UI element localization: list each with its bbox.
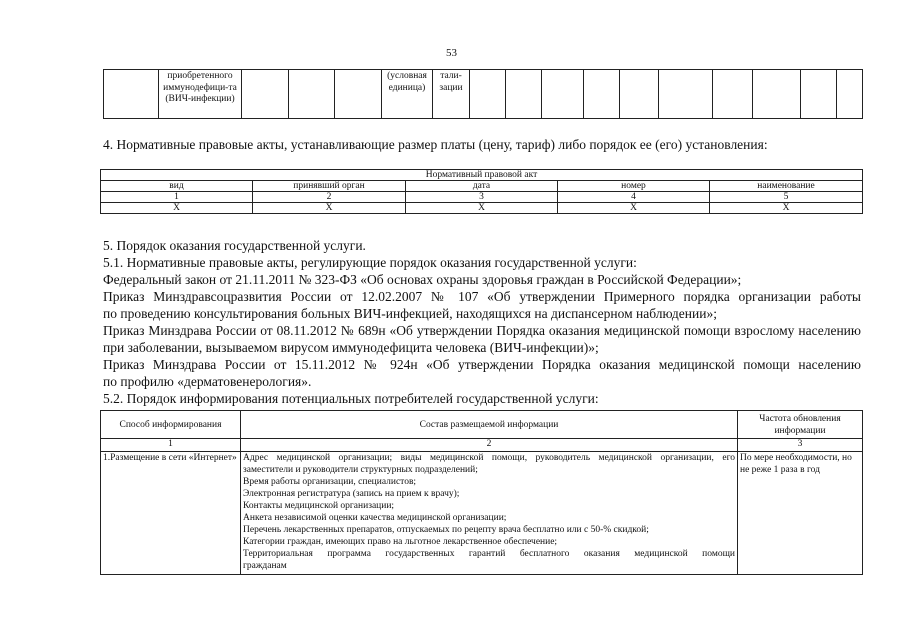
table-row xyxy=(101,203,863,214)
table-cell xyxy=(753,70,801,119)
table-cell: Х xyxy=(101,203,253,214)
content-line: Территориальная программа государственных гарантий бесплатного оказания медицинской помощи xyxy=(243,549,735,559)
column-header: дата xyxy=(406,181,558,192)
content-line: Анкета независимой оценки качества медицинской организации; xyxy=(243,513,507,523)
table-cell: тали-зации xyxy=(433,70,470,119)
content-line: Электронная регистратура (запись на прием к врачу); xyxy=(243,489,460,499)
table-cell: Х xyxy=(710,203,863,214)
content-line: гражданам xyxy=(243,561,287,571)
table-row xyxy=(101,192,863,203)
table-header-row xyxy=(101,411,863,439)
column-number: 2 xyxy=(253,192,406,203)
column-number: 1 xyxy=(101,192,253,203)
column-header: вид xyxy=(101,181,253,192)
law-item-continued: по проведению консультирования больных ВИЧ-инфекцией, находящихся на диспансерном наблюдении»; xyxy=(103,306,717,321)
law-item: Приказ Минздравсоцразвития России от 12.02.2007 № 107 «Об утверждении Примерного порядка организации работы xyxy=(103,289,861,304)
table-cell xyxy=(104,70,159,119)
normative-acts-table xyxy=(100,169,863,214)
table-header: Нормативный правовой акт xyxy=(101,170,863,181)
table-cell xyxy=(620,70,659,119)
section-5 xyxy=(103,237,861,407)
column-number: 1 xyxy=(101,439,241,452)
section-5-1-heading: 5.1. Нормативные правовые акты, регулирующие порядок оказания государственной услуги: xyxy=(103,255,637,270)
table-cell: Х xyxy=(558,203,710,214)
table-cell xyxy=(584,70,620,119)
table-cell xyxy=(659,70,713,119)
info-content xyxy=(241,452,738,575)
table-cell xyxy=(335,70,382,119)
table-cell: Х xyxy=(253,203,406,214)
table-cell: Х xyxy=(406,203,558,214)
section-4-heading: 4. Нормативные правовые акты, устанавливающие размер платы (цену, тариф) либо порядок ее (его) установления: xyxy=(103,137,768,152)
column-header: номер xyxy=(558,181,710,192)
table-row xyxy=(101,452,863,575)
law-item-continued: по профилю «дерматовенерология». xyxy=(103,374,312,389)
info-frequency: По мере необходимости, но не реже 1 раза в год xyxy=(738,452,863,575)
content-line: Перечень лекарственных препаратов, отпускаемых по рецепту врача бесплатно или с 50-% скидкой; xyxy=(243,525,649,535)
column-number: 3 xyxy=(406,192,558,203)
table-cell: (условная единица) xyxy=(382,70,433,119)
table-row xyxy=(104,70,863,119)
column-number: 4 xyxy=(558,192,710,203)
column-header: наименование xyxy=(710,181,863,192)
table-cell: приобретенного иммунодефици-та (ВИЧ-инфекции) xyxy=(159,70,242,119)
table-cell xyxy=(542,70,584,119)
table-cell xyxy=(713,70,753,119)
continuation-table xyxy=(103,69,863,119)
info-method: 1.Размещение в сети «Интернет» xyxy=(101,452,241,575)
table-cell xyxy=(837,70,863,119)
law-item-continued: при заболевании, вызываемом вирусом иммунодефицита человека (ВИЧ-инфекции)»; xyxy=(103,340,599,355)
table-row xyxy=(101,439,863,452)
section-5-heading: 5. Порядок оказания государственной услуги. xyxy=(103,238,366,253)
content-line: Категории граждан, имеющих право на льготное лекарственное обеспечение; xyxy=(243,537,558,547)
table-row xyxy=(101,181,863,192)
column-header: Способ информирования xyxy=(101,411,241,439)
law-item: Федеральный закон от 21.11.2011 № 323-ФЗ «Об основах охраны здоровья граждан в Российской Федерации»; xyxy=(103,272,742,287)
content-line: Адрес медицинской организации; виды медицинской помощи, руководитель медицинской организации, его xyxy=(243,453,735,463)
section-5-2-heading: 5.2. Порядок информирования потенциальных потребителей государственной услуги: xyxy=(103,391,599,406)
information-table xyxy=(100,410,863,575)
column-number: 5 xyxy=(710,192,863,203)
table-cell xyxy=(242,70,289,119)
column-number: 3 xyxy=(738,439,863,452)
column-number: 2 xyxy=(241,439,738,452)
page-number: 53 xyxy=(446,47,457,59)
law-item: Приказ Минздрава России от 15.11.2012 № 924н «Об утверждении Порядка оказания медицинской помощи населению xyxy=(103,357,861,372)
column-header: принявший орган xyxy=(253,181,406,192)
content-line: заместители и руководители структурных подразделений; xyxy=(243,465,478,475)
column-header: Частота обновления информации xyxy=(738,411,863,439)
law-item: Приказ Минздрава России от 08.11.2012 № 689н «Об утверждении Порядка оказания медицинской помощи взрослому населению xyxy=(103,323,861,338)
table-header-row xyxy=(101,170,863,181)
column-header: Состав размещаемой информации xyxy=(241,411,738,439)
table-cell xyxy=(289,70,335,119)
content-line: Время работы организации, специалистов; xyxy=(243,477,417,487)
table-cell xyxy=(506,70,542,119)
content-line: Контакты медицинской организации; xyxy=(243,501,395,511)
table-cell xyxy=(470,70,506,119)
table-cell xyxy=(801,70,837,119)
